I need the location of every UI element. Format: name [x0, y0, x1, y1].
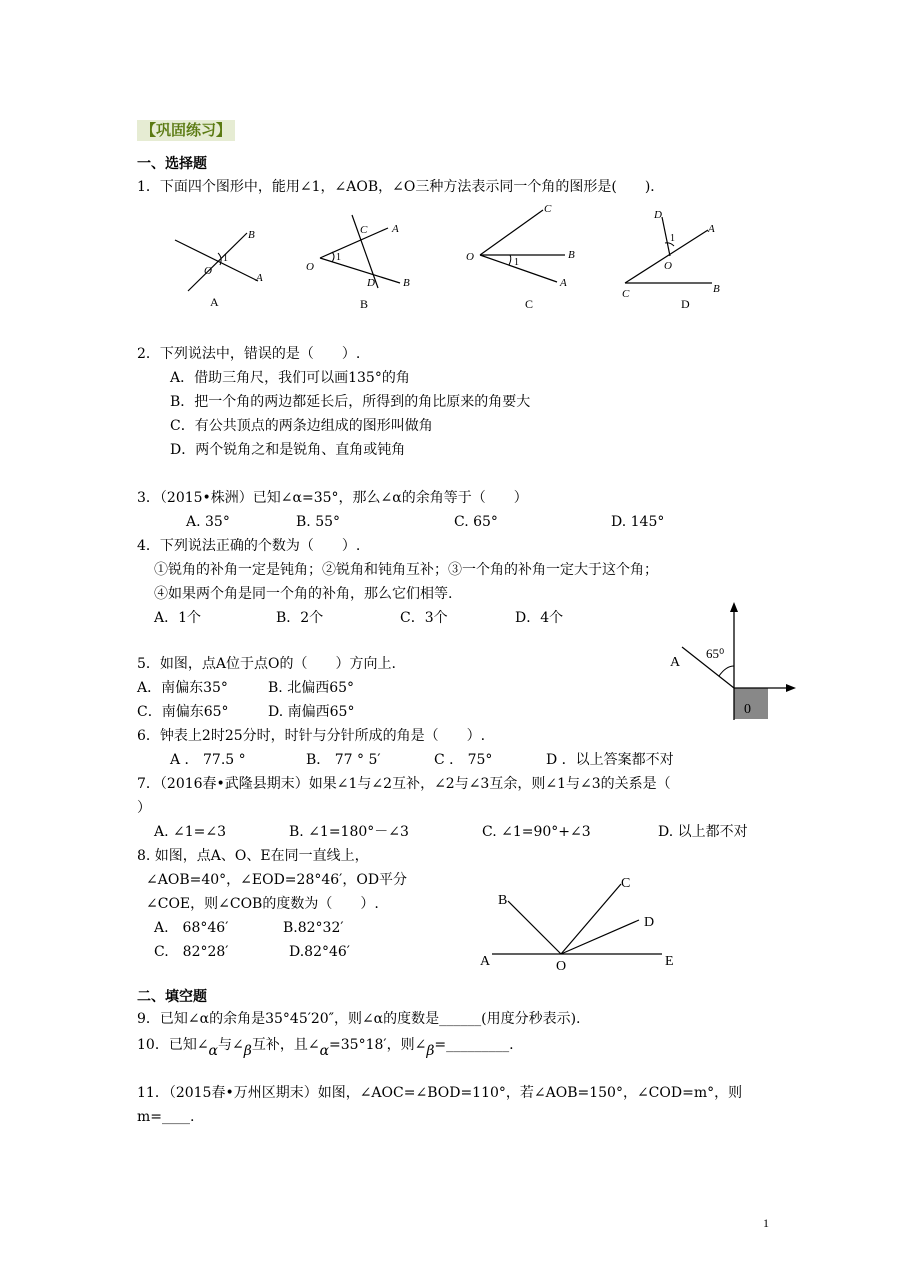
q1-figure-c — [466, 203, 575, 311]
q5-text: 5．如图，点A位于点O的（ ）方向上. — [137, 656, 396, 672]
fig-a-label-one: 1 — [223, 253, 228, 264]
fig-d-label-a: A — [708, 223, 715, 235]
q8-option-b: B.82°32′ — [283, 920, 344, 936]
fig-b-label-b: B — [403, 277, 410, 289]
q4-text: 4．下列说法正确的个数为（ ）. — [137, 538, 361, 554]
fig-d-label-b: B — [713, 283, 720, 295]
q8-text: 8. 如图，点A、O、E在同一直线上， — [137, 848, 369, 864]
q5-label-angle: 65⁰ — [706, 646, 725, 661]
q5-option-d: D. 南偏西65° — [268, 704, 355, 720]
q5-compass-figure — [660, 598, 800, 723]
fig-c-caption: C — [525, 297, 534, 311]
q7-option-c: C. ∠1=90°+∠3 — [482, 824, 591, 840]
fig-b-label-c: C — [360, 224, 368, 236]
q1-figure-b — [306, 215, 410, 311]
q7-option-a: A. ∠1=∠3 — [154, 824, 227, 840]
q4-option-c: C．3个 — [400, 610, 448, 626]
fig-a-caption: A — [210, 295, 219, 309]
q8-label-a: A — [480, 954, 491, 969]
q7-option-d: D. 以上都不对 — [658, 824, 748, 840]
q11-text: 11．（2015春•万州区期末）如图，∠AOC=∠BOD=110°，若∠AOB=150°，∠COD=m°，则 — [137, 1085, 743, 1101]
fig-a-label-b: B — [248, 229, 255, 241]
q3-text: 3．（2015•株洲）已知∠α=35°，那么∠α的余角等于（ ） — [137, 490, 528, 506]
q1-text: 1．下面四个图形中，能用∠1，∠AOB，∠O三种方法表示同一个角的图形是( )． — [137, 179, 665, 195]
section-choice-title: 一、选择题 — [137, 156, 207, 172]
q6-option-c: C ． 75° — [434, 752, 493, 768]
q8-line2: ∠COE，则∠COB的度数为（ ）. — [146, 896, 379, 912]
q6-text: 6．钟表上2时25分时，时针与分针所成的角是（ ）. — [137, 728, 486, 744]
q1-figure-a — [175, 229, 263, 309]
q8-option-a: A. 68°46′ — [154, 920, 229, 936]
fig-a-label-a: A — [256, 272, 263, 284]
fig-c-label-a: A — [560, 277, 567, 289]
q7-option-b: B. ∠1=180°－∠3 — [289, 824, 409, 840]
fig-b-caption: B — [360, 297, 369, 311]
q9-text: 9．已知∠α的余角是35°45′20″，则∠α的度数是______(用度分秒表示). — [137, 1011, 581, 1027]
q5-label-o: 0 — [744, 702, 751, 717]
q6-option-a: A ． 77.5 ° — [170, 752, 246, 768]
section-fill-title: 二、填空题 — [137, 989, 207, 1005]
q5-label-a: A — [670, 655, 681, 670]
q8-option-c: C. 82°28′ — [154, 944, 229, 960]
q2-text: 2．下列说法中，错误的是（ ）. — [137, 346, 361, 362]
q8-option-d: D.82°46′ — [289, 944, 350, 960]
q2-option-b: B．把一个角的两边都延长后，所得到的角比原来的角要大 — [170, 394, 531, 410]
q3-option-d: D. 145° — [611, 514, 665, 530]
page-number: 1 — [763, 1216, 769, 1230]
fig-d-label-d: D — [654, 209, 662, 221]
q5-option-c: C．南偏东65° — [137, 704, 229, 720]
q6-option-d: D ．以上答案都不对 — [546, 752, 674, 768]
fig-c-label-one: 1 — [514, 257, 519, 268]
fig-d-caption: D — [681, 297, 690, 311]
fig-d-label-one: 1 — [670, 233, 675, 244]
q2-option-a: A．借助三角尺，我们可以画135°的角 — [170, 370, 410, 386]
q4-statement-line2: ④如果两个角是同一个角的补角，那么它们相等. — [154, 586, 453, 602]
fig-b-label-o: O — [306, 261, 314, 273]
practice-header: 【巩固练习】 — [137, 120, 235, 141]
q8-figure — [474, 868, 694, 976]
q8-label-c: C — [621, 876, 631, 891]
fig-a-label-o: O — [204, 265, 212, 277]
q8-label-e: E — [665, 954, 674, 969]
q8-label-o: O — [556, 959, 567, 974]
q2-option-c: C．有公共顶点的两条边组成的图形叫做角 — [170, 418, 433, 434]
fig-b-label-d: D — [367, 277, 375, 289]
fig-c-label-o: O — [466, 251, 474, 263]
q4-statement-line1: ①锐角的补角一定是钝角；②锐角和钝角互补；③一个角的补角一定大于这个角； — [154, 562, 658, 578]
q7-text: 7．（2016春•武隆县期末）如果∠1与∠2互补，∠2与∠3互余，则∠1与∠3的关系是（ — [137, 776, 671, 792]
q2-option-d: D．两个锐角之和是锐角、直角或钝角 — [170, 442, 406, 458]
q8-line1: ∠AOB=40°，∠EOD=28°46′，OD平分 — [146, 872, 408, 888]
q7-text-cont: ） — [137, 800, 151, 816]
fig-b-label-one: 1 — [336, 252, 341, 263]
q4-option-b: B．2个 — [276, 610, 324, 626]
q5-option-a: A．南偏东35° — [137, 680, 228, 696]
fig-c-label-c: C — [544, 203, 552, 215]
q6-option-b: B． 77 ° 5′ — [306, 752, 381, 768]
q3-option-a: A. 35° — [186, 514, 230, 530]
fig-d-label-c: C — [622, 288, 630, 300]
q3-option-b: B. 55° — [296, 514, 341, 530]
q5-origin-box — [734, 688, 768, 719]
q4-option-d: D．4个 — [515, 610, 564, 626]
q4-option-a: A．1个 — [154, 610, 202, 626]
fig-b-label-a: A — [392, 223, 399, 235]
q3-option-c: C. 65° — [454, 514, 498, 530]
q8-label-b: B — [498, 893, 508, 908]
q1-figure-d — [622, 209, 720, 311]
q8-label-d: D — [644, 915, 655, 930]
q5-option-b: B. 北偏西65° — [268, 680, 355, 696]
q1-figures — [160, 198, 740, 316]
q10-text: 10．已知∠α与∠β互补，且∠α=35°18′，则∠β=_________. — [137, 1037, 514, 1059]
q11-text-cont: m=____. — [137, 1109, 195, 1125]
fig-c-label-b: B — [568, 249, 575, 261]
fig-d-label-o: O — [664, 260, 672, 272]
